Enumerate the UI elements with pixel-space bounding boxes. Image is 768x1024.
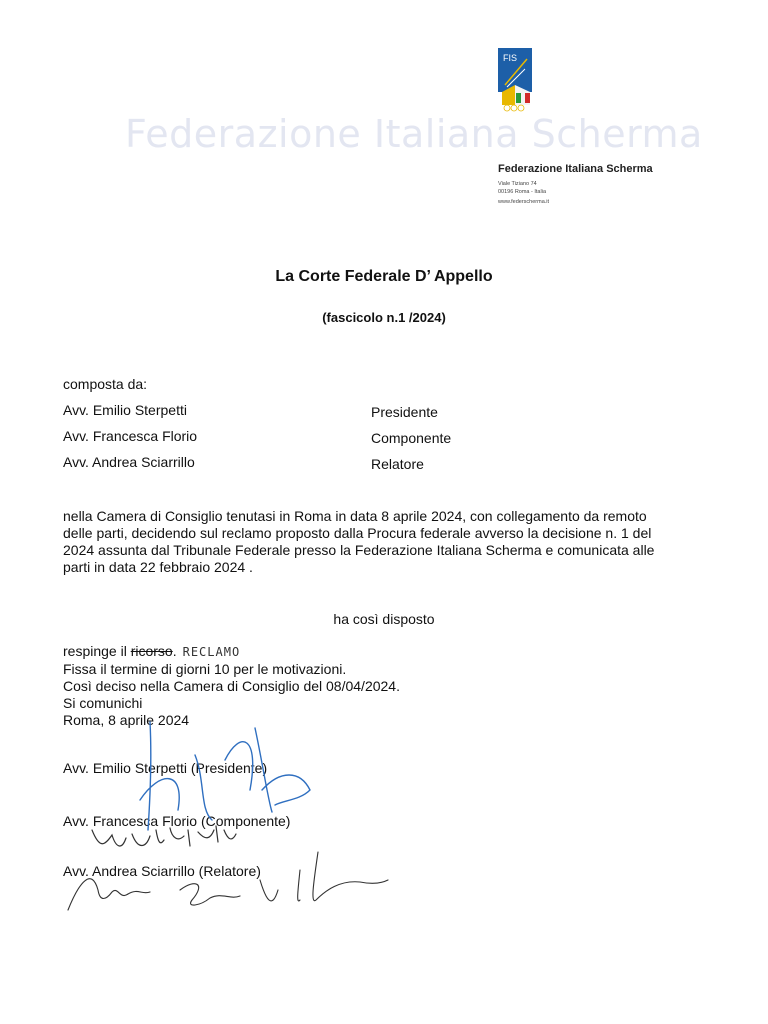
signature-label-presidente: Avv. Emilio Sterpetti (Presidente)	[63, 760, 268, 776]
member-name: Avv. Emilio Sterpetti	[63, 402, 187, 418]
body-line: delle parti, decidendo sul reclamo proposto dalla Procura federale avverso la decisione n. 1 del	[63, 525, 652, 541]
signature-presidente	[140, 722, 310, 830]
decision-prefix: respinge il	[63, 643, 131, 659]
disposition-heading: ha così disposto	[333, 611, 435, 627]
member-name: Avv. Andrea Sciarrillo	[63, 454, 195, 470]
member-role: Relatore	[371, 456, 424, 472]
body-line: 2024 assunta dal Tribunale Federale presso la Federazione Italiana Scherma e comunicata alle	[63, 542, 655, 558]
signature-label-componente: Avv. Francesca Florio (Componente)	[63, 813, 291, 829]
decision-line: Fissa il termine di giorni 10 per le motivazioni.	[63, 661, 347, 677]
member-role: Componente	[371, 430, 452, 446]
logo-text: FIS	[503, 53, 518, 63]
member-role: Presidente	[371, 404, 438, 420]
struck-word: ricorso	[130, 643, 173, 659]
body-line: parti in data 22 febbraio 2024 .	[63, 559, 253, 575]
signature-label-relatore: Avv. Andrea Sciarrillo (Relatore)	[63, 863, 261, 879]
file-number: (fascicolo n.1 /2024)	[322, 310, 446, 325]
composition-intro: composta da:	[63, 376, 148, 392]
document-title: La Corte Federale D’ Appello	[275, 268, 493, 285]
decision-line: Roma, 8 aprile 2024	[63, 712, 190, 728]
decision-line: Si comunichi	[63, 695, 143, 711]
body-line: nella Camera di Consiglio tenutasi in Roma in data 8 aprile 2024, con collegamento da remoto	[63, 508, 647, 524]
org-website: www.federscherma.it	[498, 199, 550, 205]
letterhead-watermark: Federazione Italiana Scherma	[125, 112, 703, 156]
signature-componente	[92, 826, 236, 846]
member-name: Avv. Francesca Florio	[63, 428, 198, 444]
decision-line: Così deciso nella Camera di Consiglio del 08/04/2024.	[63, 678, 400, 694]
decision-period: .	[172, 643, 177, 659]
handwritten-correction: RECLAMO	[182, 645, 241, 659]
signature-relatore	[68, 852, 388, 910]
org-address-1: Viale Tiziano 74	[498, 181, 537, 187]
org-name: Federazione Italiana Scherma	[498, 163, 653, 175]
org-address-2: 00196 Roma - Italia	[498, 189, 546, 195]
